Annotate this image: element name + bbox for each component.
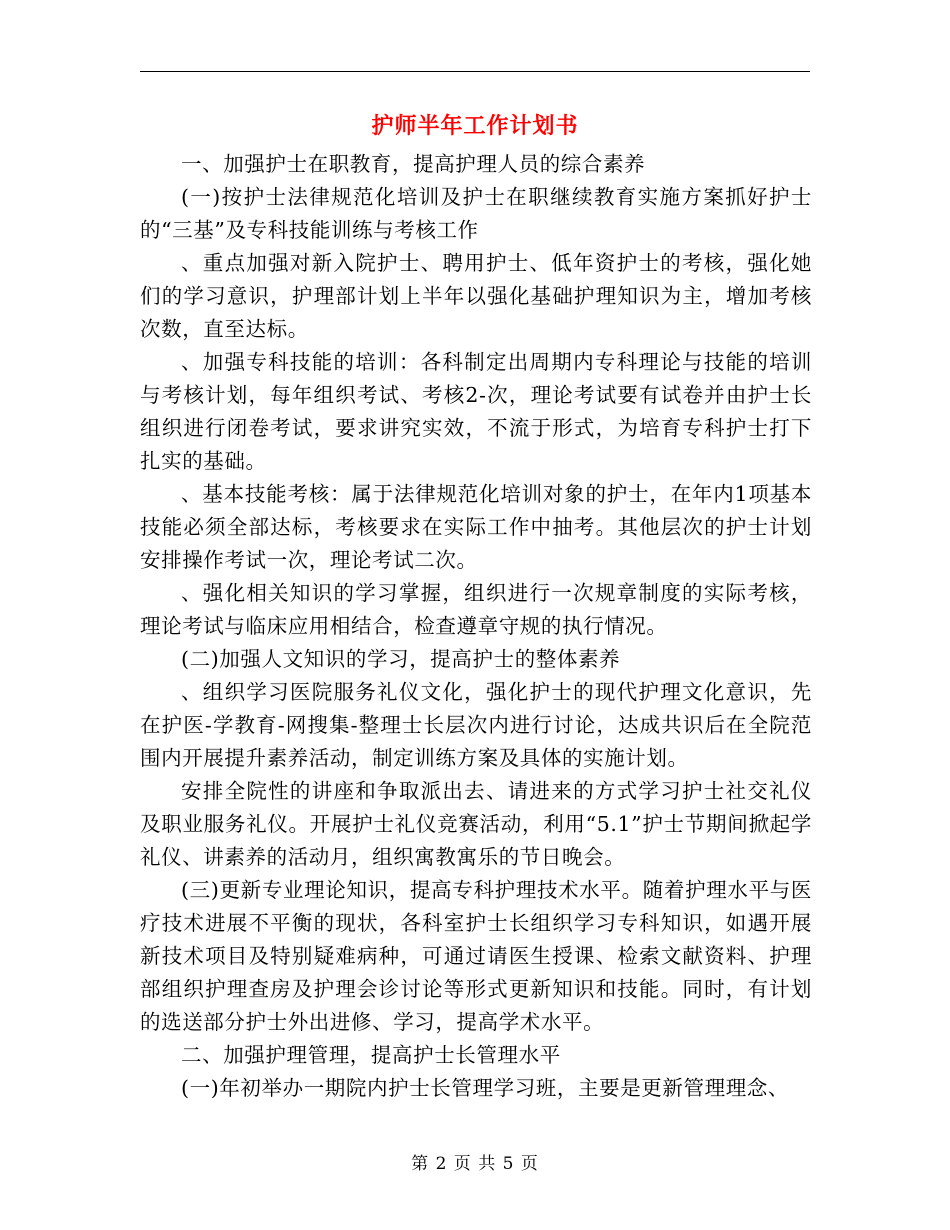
body-paragraph: 、基本技能考核：属于法律规范化培训对象的护士，在年内1项基本技能必须全部达标，考核要求在实际工作中抽考。其他层次的护士计划安排操作考试一次，理论考试二次。 xyxy=(140,482,812,572)
header-rule xyxy=(140,71,810,72)
body-paragraph: 、强化相关知识的学习掌握，组织进行一次规章制度的实际考核，理论考试与临床应用相结合，检查遵章守规的执行情况。 xyxy=(140,581,812,638)
section-heading-2: 二、加强护理管理，提高护士长管理水平 xyxy=(181,1043,561,1067)
section-heading-1: 一、加强护士在职教育，提高护理人员的综合素养 xyxy=(181,152,646,176)
body-paragraph: 、加强专科技能的培训：各科制定出周期内专科理论与技能的培训与考核计划，每年组织考试、考核2-次，理论考试要有试卷并由护士长组织进行闭卷考试，要求讲究实效，不流于形式，为培育专科护士打下扎实的基础。 xyxy=(140,350,812,473)
body-paragraph: 、重点加强对新入院护士、聘用护士、低年资护士的考核，强化她们的学习意识，护理部计划上半年以强化基础护理知识为主，增加考核次数，直至达标。 xyxy=(140,251,812,341)
document-body xyxy=(140,148,812,1105)
subsection-heading-1-1: (一)按护士法律规范化培训及护士在职继续教育实施方案抓好护士的“三基”及专科技能训练与考核工作 xyxy=(140,185,812,242)
subsection-heading-2-1: (一)年初举办一期院内护士长管理学习班，主要是更新管理理念、 xyxy=(181,1076,789,1100)
subsection-heading-1-3: (三)更新专业理论知识，提高专科护理技术水平。随着护理水平与医疗技术进展不平衡的现状，各科室护士长组织学习专科知识，如遇开展新技术项目及特别疑难病种，可通过请医生授课、检索文献资料、护理部组织护理查房及护理会诊讨论等形式更新知识和技能。同时，有计划的选送部分护士外出进修、学习，提高学术水平。 xyxy=(140,878,812,1034)
body-paragraph: 安排全院性的讲座和争取派出去、请进来的方式学习护士社交礼仪及职业服务礼仪。开展护士礼仪竞赛活动，利用“5.1”护士节期间掀起学礼仪、讲素养的活动月，组织寓教寓乐的节日晚会。 xyxy=(140,779,812,869)
body-paragraph: 、组织学习医院服务礼仪文化，强化护士的现代护理文化意识，先在护医-学教育-网搜集-整理士长层次内进行讨论，达成共识后在全院范围内开展提升素养活动，制定训练方案及具体的实施计划。 xyxy=(140,680,812,770)
page-number-footer: 第 2 页 共 5 页 xyxy=(411,1154,539,1174)
subsection-heading-1-2: (二)加强人文知识的学习，提高护士的整体素养 xyxy=(181,647,621,671)
document-title: 护师半年工作计划书 xyxy=(371,113,579,139)
